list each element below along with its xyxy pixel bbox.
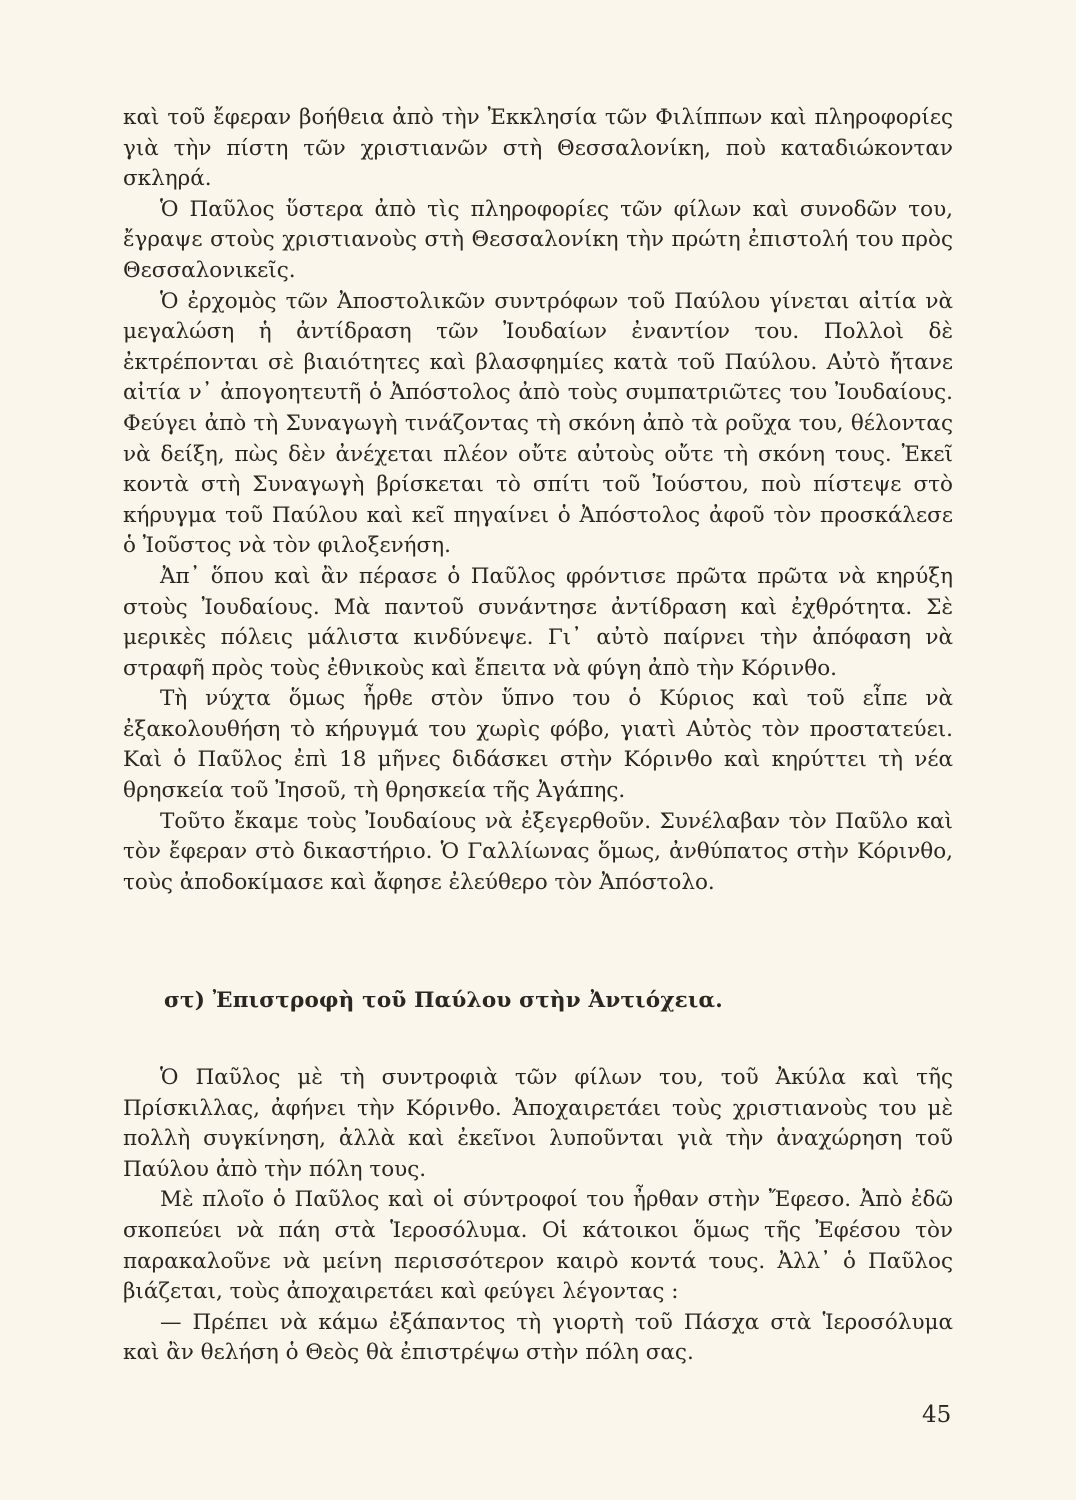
body-text-lower (123, 1063, 953, 1369)
paragraph: Ὁ Παῦλος ὕστερα ἀπὸ τὶς πληροφορίες τῶν φίλων καὶ συνοδῶν του, ἔγραψε στοὺς χριστιανοὺς στὴ Θεσσαλονίκη τὴν πρώτη ἐπιστολή του πρὸς Θεσσαλονικεῖς. (123, 196, 953, 283)
paragraph: καὶ τοῦ ἔφεραν βοήθεια ἀπὸ τὴν Ἐκκλησία τῶν Φιλίππων καὶ πληροφορίες γιὰ τὴν πίστη τῶν χριστιανῶν στὴ Θεσσαλονίκη, ποὺ καταδιώκονταν σκληρά. (123, 105, 953, 192)
page-number: 45 (922, 1402, 952, 1428)
paragraph: Ὁ Παῦλος μὲ τὴ συντροφιὰ τῶν φίλων του, τοῦ Ἀκύλα καὶ τῆς Πρίσκιλλας, ἀφήνει τὴν Κόρινθο. Ἀποχαιρετάει τοὺς χριστιανοὺς του μὲ πολλὴ συγκίνηση, ἀλλὰ καὶ ἐκεῖνοι λυποῦνται γιὰ τὴν ἀναχώρηση τοῦ Παύλου ἀπὸ τὴν πόλη τους. (123, 1065, 953, 1182)
paragraph: Ἀπ᾽ ὅπου καὶ ἂν πέρασε ὁ Παῦλος φρόντισε πρῶτα πρῶτα νὰ κηρύξη στοὺς Ἰουδαίους. Μὰ παντοῦ συνάντησε ἀντίδραση καὶ ἐχθρότητα. Σὲ μερικὲς πόλεις μάλιστα κινδύνεψε. Γι᾽ αὐτὸ παίρνει τὴν ἀπόφαση νὰ στραφῆ πρὸς τοὺς ἐθνικοὺς καὶ ἔπειτα νὰ φύγη ἀπὸ τὴν Κόρινθο. (123, 563, 953, 681)
paragraph: Ὁ ἐρχομὸς τῶν Ἀποστολικῶν συντρόφων τοῦ Παύλου γίνεται αἰτία νὰ μεγαλώση ἡ ἀντίδραση τῶν Ἰουδαίων ἐναντίον του. Πολλοὶ δὲ ἐκτρέπονται σὲ βιαιότητες καὶ βλασφημίες κατὰ τοῦ Παύλου. Αὐτὸ ἤτανε αἰτία ν᾽ ἀπογοητευτῆ ὁ Ἀπόστολος ἀπὸ τοὺς συμπατριῶτες του Ἰουδαίους. Φεύγει ἀπὸ τὴ Συναγωγὴ τινάζοντας τὴ σκόνη ἀπὸ τὰ ροῦχα του, θέλοντας νὰ δείξη, πὼς δὲν ἀνέχεται πλέον οὔτε αὐτοὺς οὔτε τὴ σκόνη τους. Ἐκεῖ κοντὰ στὴ Συναγωγὴ βρίσκεται τὸ σπίτι τοῦ Ἰούστου, ποὺ πίστεψε στὸ κήρυγμα τοῦ Παύλου καὶ κεῖ πηγαίνει ὁ Ἀπόστολος ἀφοῦ τὸν προσκάλεσε ὁ Ἰοῦστος νὰ τὸν φιλοξενήση. (123, 288, 953, 559)
dialogue-paragraph: — Πρέπει νὰ κάμω ἐξάπαντος τὴ γιορτὴ τοῦ Πάσχα στὰ Ἱεροσόλυμα καὶ ἂν θελήση ὁ Θεὸς θὰ ἐπιστρέψω στὴν πόλη σας. (123, 1309, 953, 1366)
paragraph: Μὲ πλοῖο ὁ Παῦλος καὶ οἱ σύντροφοί του ἦρθαν στὴν Ἔφεσο. Ἀπὸ ἐδῶ σκοπεύει νὰ πάη στὰ Ἱεροσόλυμα. Οἱ κάτοικοι ὅμως τῆς Ἐφέσου τὸν παρακαλοῦνε νὰ μείνη περισσότερον καιρὸ κοντά τους. Ἀλλ᾽ ὁ Παῦλος βιάζεται, τοὺς ἀποχαιρετάει καὶ φεύγει λέγοντας : (123, 1187, 953, 1305)
section-heading: στ) Ἐπιστροφὴ τοῦ Παύλου στὴν Ἀντιόχεια. (164, 988, 723, 1013)
paragraph: Τοῦτο ἔκαμε τοὺς Ἰουδαίους νὰ ἐξεγερθοῦν. Συνέλαβαν τὸν Παῦλο καὶ τὸν ἔφεραν στὸ δικαστήριο. Ὁ Γαλλίωνας ὅμως, ἀνθύπατος στὴν Κόρινθο, τοὺς ἀποδοκίμασε καὶ ἄφησε ἐλεύθερο τὸν Ἀπόστολο. (123, 808, 953, 895)
paragraph: Τὴ νύχτα ὅμως ἦρθε στὸν ὕπνο του ὁ Κύριος καὶ τοῦ εἶπε νὰ ἐξακολουθήση τὸ κήρυγμά του χωρὶς φόβο, γιατὶ Αὐτὸς τὸν προστατεύει. Καὶ ὁ Παῦλος ἐπὶ 18 μῆνες διδάσκει στὴν Κόρινθο καὶ κηρύττει τὴ νέα θρησκεία τοῦ Ἰησοῦ, τὴ θρησκεία τῆς Ἀγάπης. (123, 686, 953, 804)
body-text-upper (123, 103, 953, 898)
